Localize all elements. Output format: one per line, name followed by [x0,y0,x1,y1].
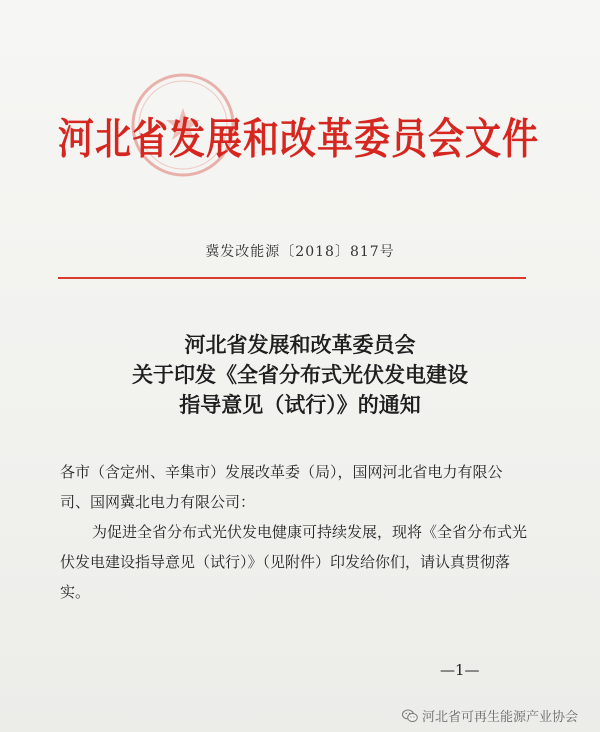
watermark-text: 河北省可再生能源产业协会 [422,710,579,725]
header-divider [58,277,526,279]
body-paragraph: 为促进全省分布式光伏发电健康可持续发展，现将《全省分布式光伏发电建设指导意见（试行）》（见附件）印发给你们，请认真贯彻落实。 [60,523,528,601]
wechat-icon [402,709,418,723]
page-number: —1— [440,661,480,679]
notice-title [0,330,600,420]
source-watermark [402,706,578,725]
recipients-paragraph: 各市（含定州、辛集市）发展改革委（局），国网河北省电力有限公司、国网冀北电力有限公司： [60,463,503,511]
notice-title-line: 河北省发展和改革委员会 [184,333,416,357]
document-number: 冀发改能源〔2018〕817号 [205,244,395,260]
document-body [60,457,530,607]
notice-title-line: 关于印发《全省分布式光伏发电建设 [132,363,468,387]
notice-title-line: 指导意见（试行）》的通知 [179,393,421,417]
document-header-title: 河北省发展和改革委员会文件 [58,115,540,165]
